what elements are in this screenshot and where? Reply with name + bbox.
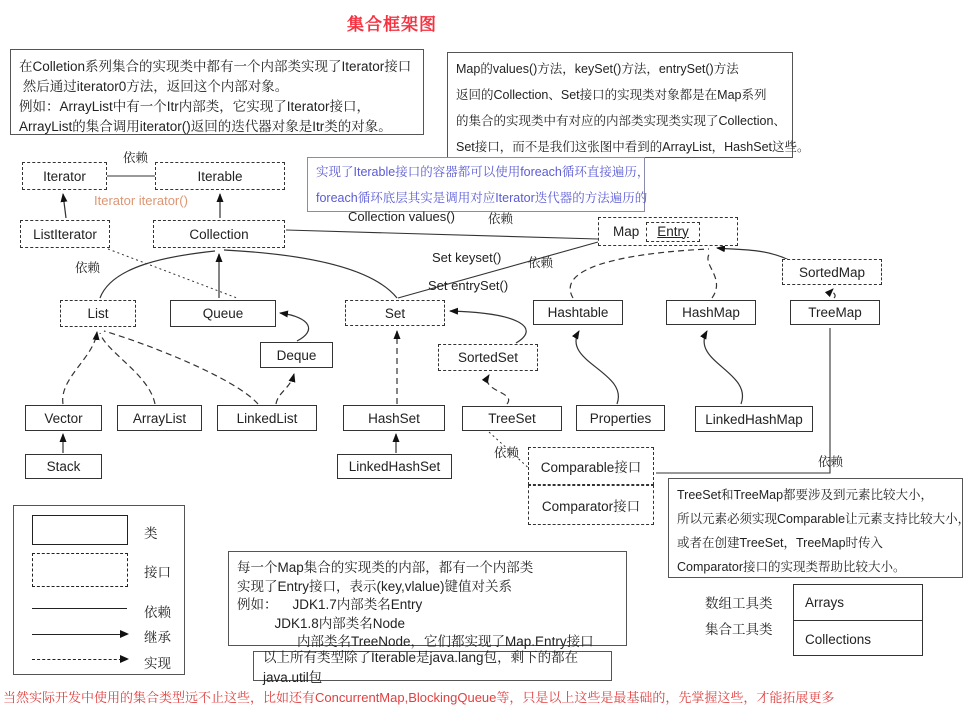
legend-depend-sample: [32, 608, 127, 609]
label-set-entryset: Set entrySet(): [428, 278, 509, 293]
node-arraylist: ArrayList: [117, 405, 202, 431]
node-listiterator: ListIterator: [20, 220, 110, 248]
legend-depend-label: 依赖: [144, 605, 171, 620]
toolbox: [793, 584, 923, 656]
node-linkedhashmap: LinkedHashMap: [695, 406, 813, 432]
node-iterator: Iterator: [22, 162, 107, 190]
note-bottom-red: 当然实际开发中使用的集合类型远不止这些，比如还有ConcurrentMap,BlockingQueue等，只是以上这些是最基础的，先掌握这些，才能拓展更多: [3, 690, 835, 705]
node-stack: Stack: [25, 454, 102, 479]
label-collection-tool: 集合工具类: [705, 622, 773, 637]
label-dep-listiterator: 依赖: [75, 261, 101, 275]
label-array-tool: 数组工具类: [705, 596, 773, 611]
legend-implement-label: 实现: [144, 656, 171, 671]
note-map-views: Map的values()方法，keySet()方法，entrySet()方法 返回的Collection、Set接口的实现类对象都是在Map系列 的集合的实现类中有对应的内部类实现类实现了Collection、 Set接口，而不是我们这张图中看到的ArrayList，HashSet这些。: [447, 52, 793, 158]
node-sortedset: SortedSet: [438, 344, 538, 371]
note-iterator-inner-class: 在Colletion系列集合的实现类中都有一个内部类实现了Iterator接口 然后通过iterator0方法，返回这个内部对象。 例如：ArrayList中有一个Itr内部类，它实现了Iterator接口， ArrayList的集合调用iterator()返回的迭代器对象是Itr类的对象。: [10, 49, 424, 135]
node-treemap: TreeMap: [790, 300, 880, 325]
note-comparable: TreeSet和TreeMap都要涉及到元素比较大小， 所以元素必须实现Comparable让元素支持比较大小， 或者在创建TreeSet，TreeMap时传入 Comparator接口的实现类帮助比较大小。: [668, 478, 963, 578]
legend-extend-sample: [32, 634, 127, 635]
node-collection: Collection: [153, 220, 285, 248]
node-comparable: Comparable接口: [528, 447, 654, 485]
node-deque: Deque: [260, 342, 333, 368]
legend-class-sample: [32, 515, 128, 545]
node-linkedhashset: LinkedHashSet: [337, 454, 452, 479]
note-map-entry: 每一个Map集合的实现类的内部，都有一个内部类 实现了Entry接口，表示(key,vlalue)键值对关系 例如： JDK1.7内部类名Entry JDK1.8内部类名Node 内部类名TreeNode，它们都实现了Map.Entry接口: [228, 551, 627, 646]
legend-class-label: 类: [144, 526, 158, 541]
label-dep-iterator-iterable: 依赖: [123, 151, 149, 165]
label-dep-treeset: 依赖: [494, 446, 520, 460]
legend-implement-sample: [32, 659, 127, 660]
node-comparator: Comparator接口: [528, 485, 654, 525]
node-list: List: [60, 300, 136, 327]
legend-extend-label: 继承: [144, 630, 171, 645]
label-dep-values: 依赖: [488, 212, 514, 226]
legend-interface-sample: [32, 553, 128, 587]
node-queue: Queue: [170, 300, 276, 327]
label-dep-treemap: 依赖: [818, 455, 844, 469]
node-map: Map Entry: [598, 217, 738, 246]
page-title: 集合框架图: [347, 15, 437, 34]
legend-box: [13, 505, 185, 675]
node-treeset: TreeSet: [462, 406, 562, 431]
note-package: 以上所有类型除了Iterable是java.lang包，剩下的都在java.util包: [253, 651, 612, 681]
node-linkedlist: LinkedList: [217, 405, 317, 431]
node-set: Set: [345, 300, 445, 326]
node-collections: Collections: [805, 631, 872, 647]
node-iterable: Iterable: [155, 162, 285, 190]
label-dep-keyset: 依赖: [528, 256, 554, 270]
label-set-keyset: Set keyset(): [432, 250, 502, 265]
legend-interface-label: 接口: [144, 565, 171, 580]
label-iterator-method: Iterator iterator(): [94, 193, 188, 208]
node-vector: Vector: [25, 405, 102, 431]
node-map-entry-inner: Entry: [646, 222, 700, 242]
node-arrays: Arrays: [794, 585, 922, 621]
node-hashmap: HashMap: [666, 300, 756, 325]
note-foreach: 实现了Iterable接口的容器都可以使用foreach循环直接遍历， foreach循环底层其实是调用对应Iterator迭代器的方法遍历的: [307, 157, 645, 212]
node-hashtable: Hashtable: [533, 300, 623, 325]
label-collection-values: Collection values(): [348, 209, 455, 224]
node-hashset: HashSet: [343, 405, 445, 431]
node-sortedmap: SortedMap: [782, 259, 882, 285]
node-properties: Properties: [576, 405, 665, 431]
